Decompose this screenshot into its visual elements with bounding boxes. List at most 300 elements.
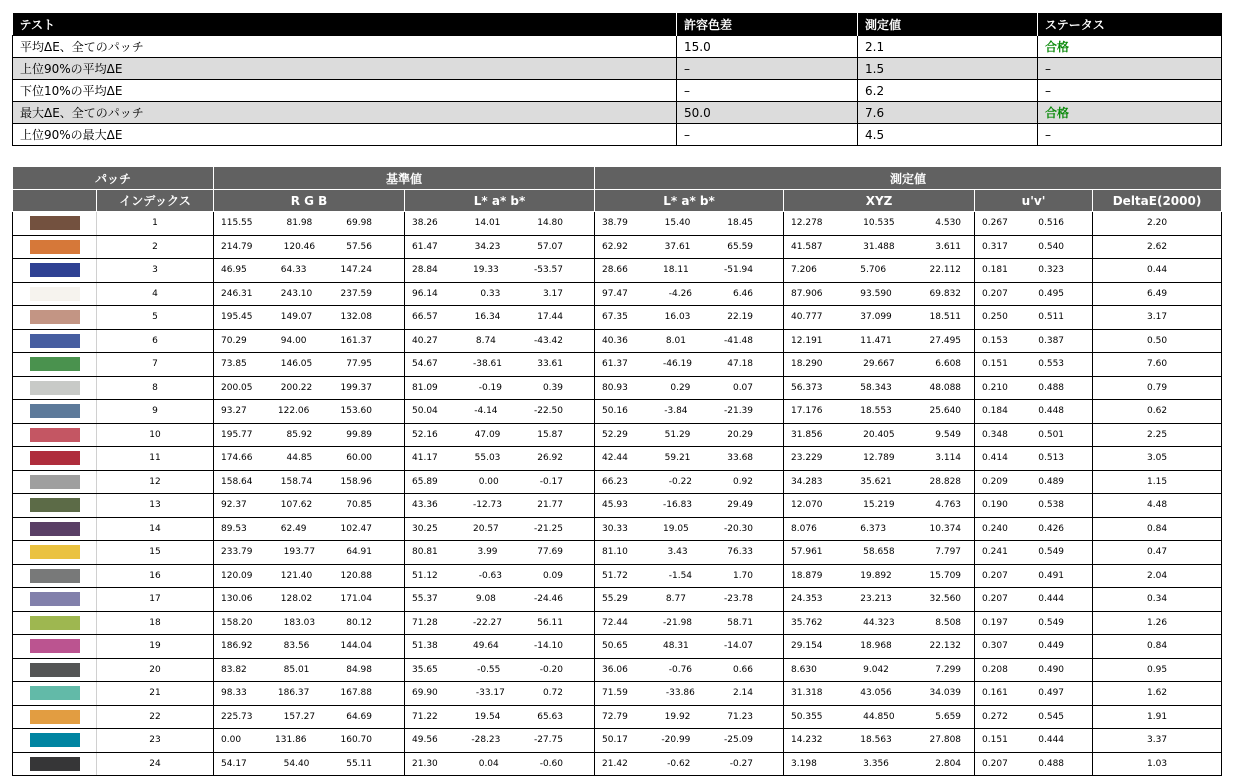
patch-header-row-top [13,167,1222,190]
meas-lab-cell [595,353,784,377]
ref-lab-cell [405,447,595,471]
xyz-value: 58.343 [860,382,892,393]
meas-lab-value: 28.66 [602,265,628,276]
meas-lab-value: 22.19 [727,312,754,323]
patch-index: 10 [97,423,214,447]
meas-lab-value: 40.36 [602,335,628,346]
delta-e: 0.95 [1093,658,1222,682]
summary-test: 最大ΔE、全てのパッチ [13,102,677,124]
swatch-cell [13,329,97,353]
patch-index: 5 [97,306,214,330]
rgb-group [214,218,379,228]
patch-header-row-sub [13,190,1222,212]
xyz-value: 8.076 [791,523,817,534]
rgb-value: 83.56 [283,641,310,652]
ref-lab-value: 77.69 [537,547,563,558]
rgb-cell [214,400,405,424]
table-row [13,282,1222,306]
xyz-value: 22.112 [929,265,962,276]
summary-tolerance: – [677,124,858,146]
xyz-value: 56.373 [791,382,823,393]
patch-index: 2 [97,235,214,259]
ref-lab-value: 52.16 [412,429,438,440]
header-tolerance: 許容色差 [677,13,858,36]
ref-lab-value: 38.26 [412,218,438,229]
patch-index: 22 [97,705,214,729]
header-meas-lab: L* a* b* [595,190,784,212]
ref-lab-value: 34.23 [474,241,501,252]
rgb-value: 195.45 [221,312,253,323]
meas-lab-cell [595,400,784,424]
uv-value: 0.516 [1038,218,1065,229]
meas-lab-value: 47.18 [727,359,754,370]
xyz-cell [784,353,975,377]
uv-value: 0.153 [982,335,1008,346]
swatch-cell [13,306,97,330]
ref-lab-value: 71.28 [412,617,438,628]
rgb-value: 186.37 [277,688,310,699]
uv-cell [975,682,1093,706]
table-row [13,494,1222,518]
uv-value: 0.448 [1038,406,1065,417]
ref-lab-value: 55.03 [474,453,501,464]
xyz-group [784,242,968,252]
ref-lab-group [405,336,570,346]
uv-value: 0.241 [982,547,1008,558]
delta-e: 0.34 [1093,588,1222,612]
header-measured-values: 測定値 [595,167,1222,190]
uv-cell [975,282,1093,306]
meas-lab-value: 65.59 [727,241,754,252]
uv-value: 0.553 [1038,359,1065,370]
xyz-value: 7.299 [935,664,962,675]
xyz-group [784,218,968,228]
ref-lab-value: 81.09 [412,382,438,393]
xyz-value: 15.709 [929,570,962,581]
meas-lab-value: 20.29 [727,429,754,440]
uv-group [975,477,1071,487]
ref-lab-cell [405,212,595,236]
xyz-value: 19.892 [860,570,892,581]
meas-lab-value: -51.94 [724,265,754,276]
ref-lab-cell [405,611,595,635]
ref-lab-cell [405,329,595,353]
xyz-value: 14.232 [791,735,823,746]
rgb-group [214,688,379,698]
ref-lab-value: 3.99 [477,547,498,558]
ref-lab-cell [405,376,595,400]
meas-lab-value: 15.40 [664,218,691,229]
rgb-cell [214,376,405,400]
ref-lab-value: 15.87 [537,429,563,440]
meas-lab-group [595,218,760,228]
xyz-cell [784,588,975,612]
xyz-value: 18.290 [791,359,823,370]
ref-lab-value: -0.55 [477,664,501,675]
meas-lab-cell [595,494,784,518]
rgb-value: 99.89 [346,429,373,440]
uv-value: 0.511 [1038,312,1065,323]
uv-cell [975,259,1093,283]
uv-value: 0.414 [982,453,1008,464]
delta-e: 0.84 [1093,635,1222,659]
ref-lab-value: 43.36 [412,500,438,511]
rgb-value: 83.82 [221,664,247,675]
rgb-cell [214,658,405,682]
rgb-value: 157.27 [283,711,316,722]
swatch-cell [13,470,97,494]
xyz-cell [784,564,975,588]
xyz-value: 20.405 [863,429,895,440]
uv-value: 0.449 [1038,641,1065,652]
rgb-value: 160.70 [340,735,372,746]
delta-e: 0.50 [1093,329,1222,353]
meas-lab-value: 48.31 [663,641,689,652]
uv-group [975,712,1071,722]
meas-lab-value: -3.84 [664,406,688,417]
ref-lab-cell [405,306,595,330]
xyz-value: 35.621 [860,476,892,487]
rgb-value: 161.37 [340,335,373,346]
meas-lab-group [595,312,760,322]
ref-lab-cell [405,400,595,424]
swatch-cell [13,212,97,236]
summary-table [12,13,1222,146]
uv-value: 0.348 [982,429,1008,440]
xyz-value: 44.323 [863,617,895,628]
xyz-value: 18.553 [860,406,892,417]
ref-lab-value: 26.92 [537,453,563,464]
xyz-value: 23.229 [791,453,823,464]
patch-index: 19 [97,635,214,659]
rgb-value: 57.56 [346,241,372,252]
ref-lab-value: -0.20 [539,664,563,675]
rgb-value: 193.77 [283,547,316,558]
meas-lab-group [595,265,760,275]
xyz-value: 6.373 [860,523,887,534]
uv-value: 0.538 [1038,500,1065,511]
rgb-group [214,406,379,416]
uv-group [975,406,1071,416]
rgb-value: 158.64 [221,476,253,487]
swatch-cell [13,611,97,635]
rgb-cell [214,306,405,330]
rgb-cell [214,447,405,471]
rgb-value: 183.03 [283,617,316,628]
meas-lab-value: 3.43 [667,547,688,558]
uv-value: 0.190 [982,500,1008,511]
ref-lab-cell [405,235,595,259]
swatch-cell [13,635,97,659]
xyz-cell [784,541,975,565]
rgb-cell [214,729,405,753]
rgb-value: 120.88 [340,570,373,581]
uv-group [975,242,1071,252]
meas-lab-value: 50.16 [602,406,628,417]
xyz-value: 44.850 [863,711,895,722]
xyz-value: 17.176 [791,406,823,417]
uv-cell [975,212,1093,236]
table-row [13,517,1222,541]
xyz-cell [784,682,975,706]
rgb-cell [214,470,405,494]
meas-lab-value: -0.22 [668,476,693,487]
uv-cell [975,423,1093,447]
ref-lab-value: 66.57 [412,312,438,323]
meas-lab-value: 1.70 [732,570,754,581]
rgb-value: 186.92 [221,641,253,652]
meas-lab-cell [595,541,784,565]
uv-value: 0.307 [982,641,1008,652]
header-measured: 測定値 [858,13,1038,36]
patch-index: 11 [97,447,214,471]
patch-index: 18 [97,611,214,635]
ref-lab-cell [405,752,595,776]
ref-lab-group [405,688,570,698]
ref-lab-value: 19.33 [473,265,499,276]
table-row [13,423,1222,447]
ref-lab-value: -28.23 [471,735,501,746]
rgb-value: 84.98 [346,664,372,675]
rgb-value: 122.06 [277,406,310,417]
patch-index: 16 [97,564,214,588]
patch-index: 9 [97,400,214,424]
rgb-value: 214.79 [221,241,253,252]
uv-group [975,265,1071,275]
meas-lab-value: 76.33 [727,547,754,558]
ref-lab-value: 20.57 [473,523,499,534]
ref-lab-value: 41.17 [412,453,438,464]
xyz-group [784,618,968,628]
xyz-value: 40.777 [791,312,823,323]
xyz-group [784,665,968,675]
uv-group [975,665,1071,675]
meas-lab-cell [595,635,784,659]
ref-lab-value: -21.25 [533,523,563,534]
uv-group [975,453,1071,463]
xyz-value: 18.511 [929,312,962,323]
uv-value: 0.549 [1038,617,1065,628]
summary-tolerance: – [677,80,858,102]
meas-lab-value: -4.26 [668,288,693,299]
uv-cell [975,705,1093,729]
color-swatch [30,263,80,277]
ref-lab-value: 54.67 [412,359,438,370]
patch-index: 21 [97,682,214,706]
patch-index: 12 [97,470,214,494]
meas-lab-group [595,383,760,393]
uv-value: 0.444 [1038,594,1065,605]
color-swatch [30,475,80,489]
uv-group [975,571,1071,581]
rgb-group [214,618,379,628]
swatch-cell [13,564,97,588]
swatch-cell [13,259,97,283]
meas-lab-group [595,641,760,651]
ref-lab-group [405,289,570,299]
patch-index: 20 [97,658,214,682]
table-row [13,705,1222,729]
meas-lab-value: -14.07 [724,641,754,652]
delta-e: 0.84 [1093,517,1222,541]
rgb-value: 237.59 [340,288,373,299]
uv-value: 0.549 [1038,547,1065,558]
uv-value: 0.207 [982,288,1008,299]
meas-lab-value: 38.79 [602,218,628,229]
xyz-value: 25.640 [929,406,962,417]
uv-cell [975,470,1093,494]
summary-measured: 2.1 [858,36,1038,58]
rgb-cell [214,423,405,447]
rgb-group [214,571,379,581]
patch-index: 1 [97,212,214,236]
meas-lab-value: -0.62 [667,758,691,769]
xyz-group [784,289,968,299]
delta-e: 2.04 [1093,564,1222,588]
xyz-value: 34.039 [929,688,962,699]
meas-lab-group [595,759,760,769]
meas-lab-value: -20.99 [661,735,691,746]
rgb-group [214,477,379,487]
ref-lab-cell [405,729,595,753]
xyz-value: 7.206 [791,265,817,276]
ref-lab-value: 3.17 [542,288,563,299]
table-row [13,588,1222,612]
patch-index: 6 [97,329,214,353]
header-index: インデックス [97,190,214,212]
meas-lab-value: 80.93 [602,382,628,393]
uv-cell [975,611,1093,635]
rgb-group [214,312,379,322]
patch-index: 23 [97,729,214,753]
meas-lab-value: 81.10 [602,547,628,558]
rgb-group [214,453,379,463]
color-swatch [30,498,80,512]
ref-lab-value: 21.30 [412,758,438,769]
xyz-cell [784,212,975,236]
xyz-value: 3.114 [935,453,962,464]
xyz-value: 12.278 [791,218,823,229]
ref-lab-value: -0.19 [478,382,503,393]
summary-row [13,58,1222,80]
rgb-cell [214,588,405,612]
patch-index: 4 [97,282,214,306]
table-row [13,400,1222,424]
uv-value: 0.210 [982,382,1008,393]
xyz-value: 15.219 [863,500,895,511]
xyz-value: 9.042 [863,664,889,675]
uv-cell [975,376,1093,400]
table-row [13,447,1222,471]
delta-e: 0.79 [1093,376,1222,400]
xyz-value: 12.789 [863,453,895,464]
meas-lab-value: 59.21 [664,453,691,464]
xyz-value: 31.488 [863,241,895,252]
uv-group [975,688,1071,698]
delta-e: 1.91 [1093,705,1222,729]
status-badge: 合格 [1038,36,1222,58]
xyz-value: 29.154 [791,641,823,652]
xyz-value: 27.495 [929,335,962,346]
meas-lab-value: 16.03 [664,312,691,323]
xyz-value: 5.659 [935,711,962,722]
uv-value: 0.488 [1038,758,1065,769]
delta-e: 0.62 [1093,400,1222,424]
xyz-group [784,500,968,510]
uv-cell [975,517,1093,541]
uv-value: 0.323 [1038,265,1065,276]
xyz-group [784,594,968,604]
color-swatch [30,545,80,559]
meas-lab-group [595,289,760,299]
xyz-cell [784,329,975,353]
meas-lab-value: -16.83 [663,500,693,511]
rgb-value: 128.02 [280,594,313,605]
delta-e: 6.49 [1093,282,1222,306]
xyz-value: 10.374 [929,523,962,534]
meas-lab-value: -33.86 [665,688,695,699]
rgb-value: 94.00 [280,335,307,346]
xyz-cell [784,306,975,330]
table-row [13,259,1222,283]
color-swatch [30,757,80,771]
rgb-value: 54.17 [221,758,247,769]
meas-lab-group [595,430,760,440]
header-swatch-blank [13,190,97,212]
meas-lab-cell [595,259,784,283]
summary-tolerance: – [677,58,858,80]
ref-lab-cell [405,705,595,729]
uv-value: 0.209 [982,476,1008,487]
xyz-cell [784,423,975,447]
delta-e: 0.44 [1093,259,1222,283]
summary-row [13,124,1222,146]
meas-lab-value: 8.01 [665,335,686,346]
patch-body [13,212,1222,776]
patch-index: 8 [97,376,214,400]
meas-lab-cell [595,376,784,400]
rgb-value: 89.53 [221,523,247,534]
rgb-value: 70.29 [221,335,247,346]
color-swatch [30,686,80,700]
ref-lab-value: -27.75 [533,735,563,746]
xyz-value: 2.804 [935,758,962,769]
ref-lab-group [405,524,570,534]
header-status: ステータス [1038,13,1222,36]
color-swatch [30,451,80,465]
rgb-value: 0.00 [221,735,242,746]
meas-lab-value: -1.54 [668,570,693,581]
rgb-value: 243.10 [280,288,313,299]
uv-cell [975,729,1093,753]
ref-lab-cell [405,541,595,565]
xyz-cell [784,705,975,729]
summary-test: 平均ΔE、全てのパッチ [13,36,677,58]
uv-group [975,735,1071,745]
meas-lab-group [595,242,760,252]
summary-row [13,80,1222,102]
xyz-value: 8.630 [791,664,817,675]
ref-lab-value: -4.14 [474,406,498,417]
uv-value: 0.250 [982,312,1008,323]
ref-lab-value: 0.72 [542,688,563,699]
rgb-value: 233.79 [221,547,253,558]
rgb-group [214,242,379,252]
color-swatch [30,310,80,324]
ref-lab-group [405,759,570,769]
patch-index: 17 [97,588,214,612]
uv-value: 0.513 [1038,453,1065,464]
